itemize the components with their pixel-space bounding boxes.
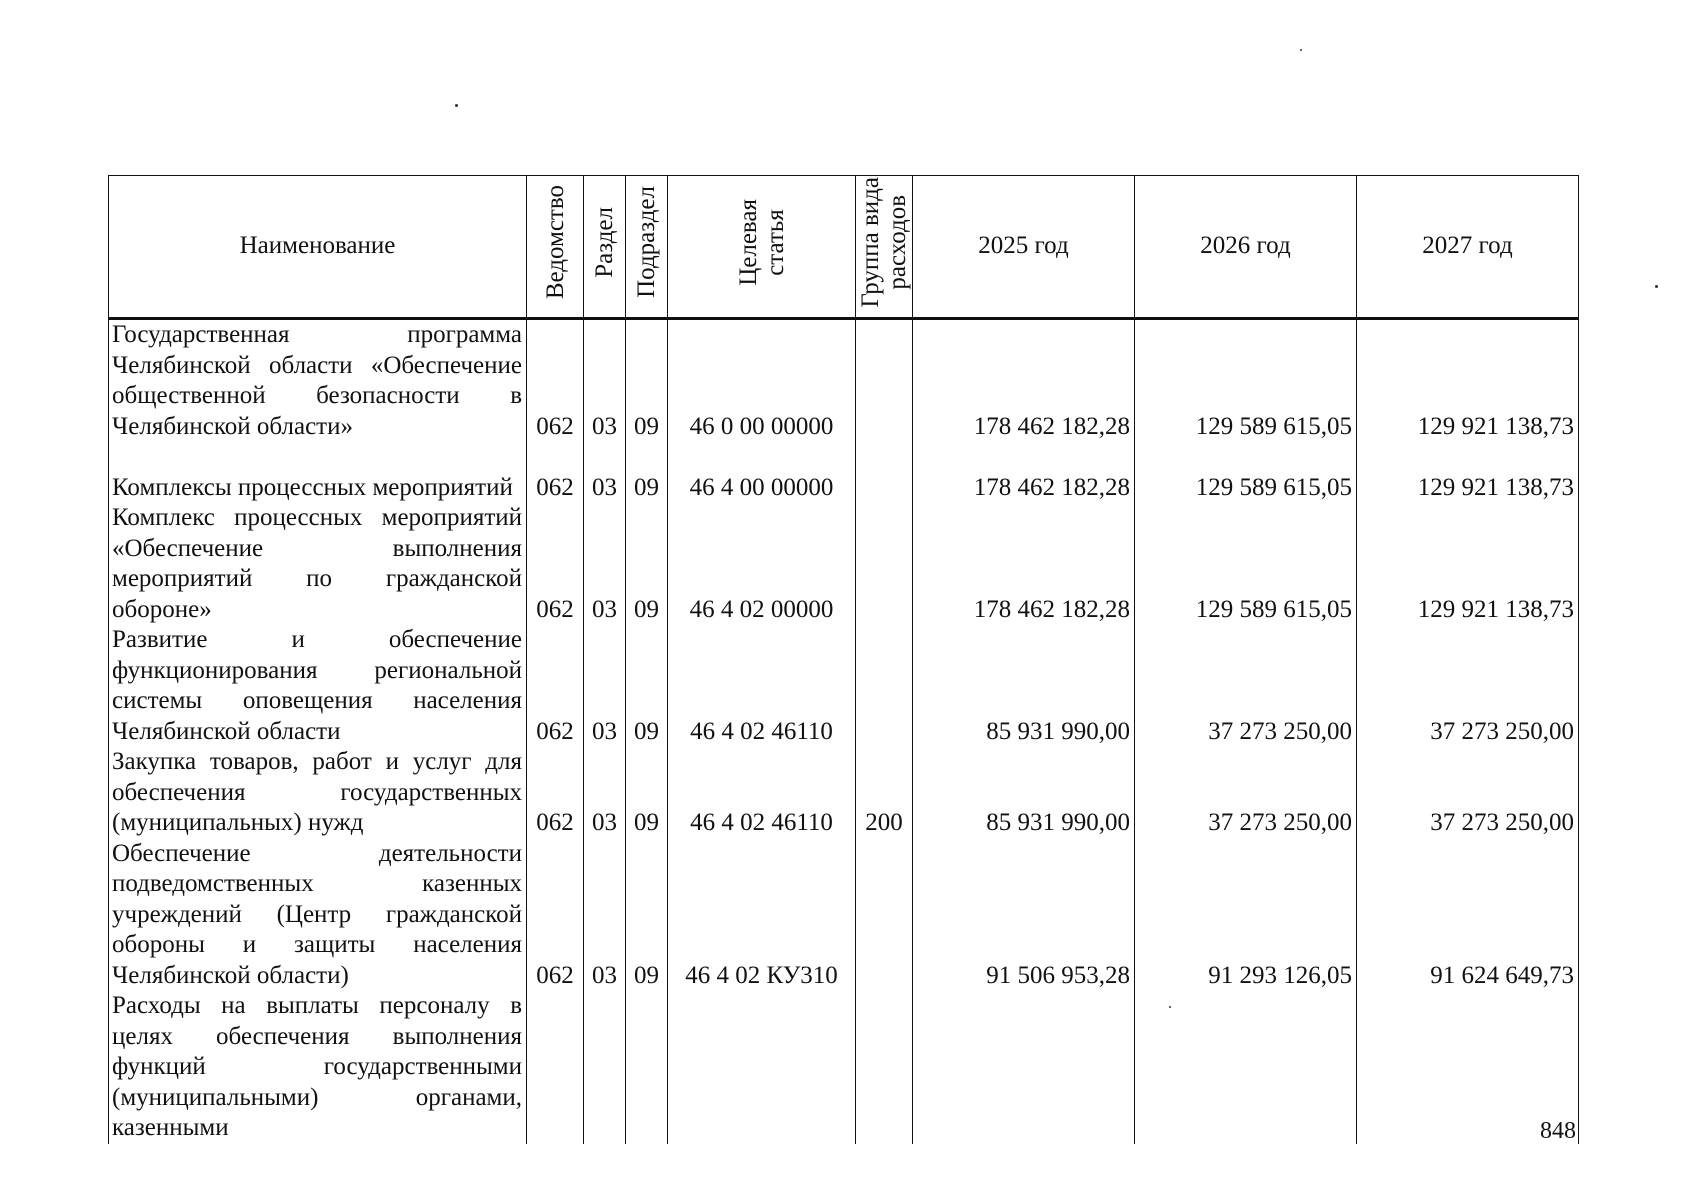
header-target-line2: статья <box>761 208 789 276</box>
row-group <box>856 319 913 443</box>
scan-speck <box>1655 285 1658 288</box>
page-number: 848 <box>1540 1118 1576 1144</box>
table-row <box>109 747 1579 839</box>
header-target <box>668 176 856 319</box>
table-header <box>109 176 1579 319</box>
row-target: 46 4 02 КУ310 <box>668 839 856 992</box>
row-2027: 129 921 138,73 <box>1357 503 1579 625</box>
header-group-line2: расходов <box>884 194 911 290</box>
row-target: 46 4 00 00000 <box>668 442 856 503</box>
row-2025: 178 462 182,28 <box>913 319 1135 443</box>
row-department <box>527 991 584 1144</box>
row-target: 46 0 00 00000 <box>668 319 856 443</box>
table-row <box>109 839 1579 992</box>
table-body <box>109 319 1579 1144</box>
row-group <box>856 839 913 992</box>
row-subsection: 09 <box>626 747 668 839</box>
row-section: 03 <box>584 319 626 443</box>
scan-speck <box>1300 49 1302 51</box>
header-2025-label: 2025 год <box>978 232 1069 260</box>
row-2027: 129 921 138,73 <box>1357 319 1579 443</box>
header-2027-label: 2027 год <box>1422 232 1513 260</box>
row-name: Комплексы процессных мероприятий <box>109 442 527 503</box>
header-name-label: Наименование <box>239 232 396 260</box>
row-target: 46 4 02 00000 <box>668 503 856 625</box>
row-section: 03 <box>584 839 626 992</box>
header-target-line1: Целевая <box>734 198 762 286</box>
row-name: Обеспечение деятельности подведомственных казенных учреждений (Центр гражданской обороны и защиты населения Челябинской области) <box>109 839 527 992</box>
row-name: Комплекс процессных мероприятий «Обеспечение выполнения мероприятий по гражданской обороне» <box>109 503 527 625</box>
table-row <box>109 625 1579 747</box>
row-2026: 37 273 250,00 <box>1135 747 1357 839</box>
scan-speck <box>1169 1006 1171 1008</box>
row-group: 200 <box>856 747 913 839</box>
row-2026: 129 589 615,05 <box>1135 442 1357 503</box>
header-group-line1: Группа вида <box>857 176 884 308</box>
row-group <box>856 503 913 625</box>
header-subsection <box>626 176 668 319</box>
row-subsection: 09 <box>626 503 668 625</box>
row-2027: 37 273 250,00 <box>1357 747 1579 839</box>
row-department: 062 <box>527 625 584 747</box>
row-2026: 129 589 615,05 <box>1135 319 1357 443</box>
header-section <box>584 176 626 319</box>
row-subsection <box>626 991 668 1144</box>
row-subsection: 09 <box>626 319 668 443</box>
row-section: 03 <box>584 625 626 747</box>
header-2026-label: 2026 год <box>1200 232 1291 260</box>
row-section <box>584 991 626 1144</box>
row-group <box>856 442 913 503</box>
row-subsection: 09 <box>626 839 668 992</box>
row-group <box>856 625 913 747</box>
scan-speck <box>455 104 458 107</box>
header-group <box>856 176 913 319</box>
row-2027: 37 273 250,00 <box>1357 625 1579 747</box>
header-2025 <box>913 176 1135 319</box>
row-name: Расходы на выплаты персоналу в целях обеспечения выполнения функций государственными (муниципальными) органами, казенными <box>109 991 527 1144</box>
row-department: 062 <box>527 442 584 503</box>
row-target: 46 4 02 46110 <box>668 625 856 747</box>
row-2027: 129 921 138,73 <box>1357 442 1579 503</box>
row-target: 46 4 02 46110 <box>668 747 856 839</box>
row-target <box>668 991 856 1144</box>
row-2025: 91 506 953,28 <box>913 839 1135 992</box>
row-2026: 129 589 615,05 <box>1135 503 1357 625</box>
row-2025: 178 462 182,28 <box>913 503 1135 625</box>
row-group <box>856 991 913 1144</box>
header-section-label: Раздел <box>591 206 618 278</box>
header-2026 <box>1135 176 1357 319</box>
row-section: 03 <box>584 503 626 625</box>
header-name <box>109 176 527 319</box>
row-department: 062 <box>527 503 584 625</box>
row-subsection: 09 <box>626 625 668 747</box>
header-group-label <box>857 177 911 308</box>
row-name: Государственная программа Челябинской области «Обеспечение общественной безопасности в Челябинской области» <box>109 319 527 443</box>
row-2026: 37 273 250,00 <box>1135 625 1357 747</box>
row-2025: 85 931 990,00 <box>913 747 1135 839</box>
row-2025 <box>913 991 1135 1144</box>
table-row <box>109 991 1579 1144</box>
row-subsection: 09 <box>626 442 668 503</box>
row-section: 03 <box>584 747 626 839</box>
row-department: 062 <box>527 839 584 992</box>
header-department <box>527 176 584 319</box>
row-name: Закупка товаров, работ и услуг для обеспечения государственных (муниципальных) нужд <box>109 747 527 839</box>
table-row <box>109 319 1579 443</box>
row-department: 062 <box>527 747 584 839</box>
row-department: 062 <box>527 319 584 443</box>
header-2027 <box>1357 176 1579 319</box>
header-subsection-label: Подраздел <box>633 186 660 299</box>
header-target-label <box>735 199 789 286</box>
row-2026: 91 293 126,05 <box>1135 839 1357 992</box>
row-2025: 85 931 990,00 <box>913 625 1135 747</box>
row-2025: 178 462 182,28 <box>913 442 1135 503</box>
header-department-label: Ведомство <box>541 185 569 300</box>
row-section: 03 <box>584 442 626 503</box>
table-row <box>109 503 1579 625</box>
table-row <box>109 442 1579 503</box>
row-name: Развитие и обеспечение функционирования региональной системы оповещения населения Челябинской области <box>109 625 527 747</box>
row-2026 <box>1135 991 1357 1144</box>
budget-table <box>108 175 1579 1144</box>
row-2027: 91 624 649,73 <box>1357 839 1579 992</box>
budget-sheet <box>108 175 1579 1144</box>
